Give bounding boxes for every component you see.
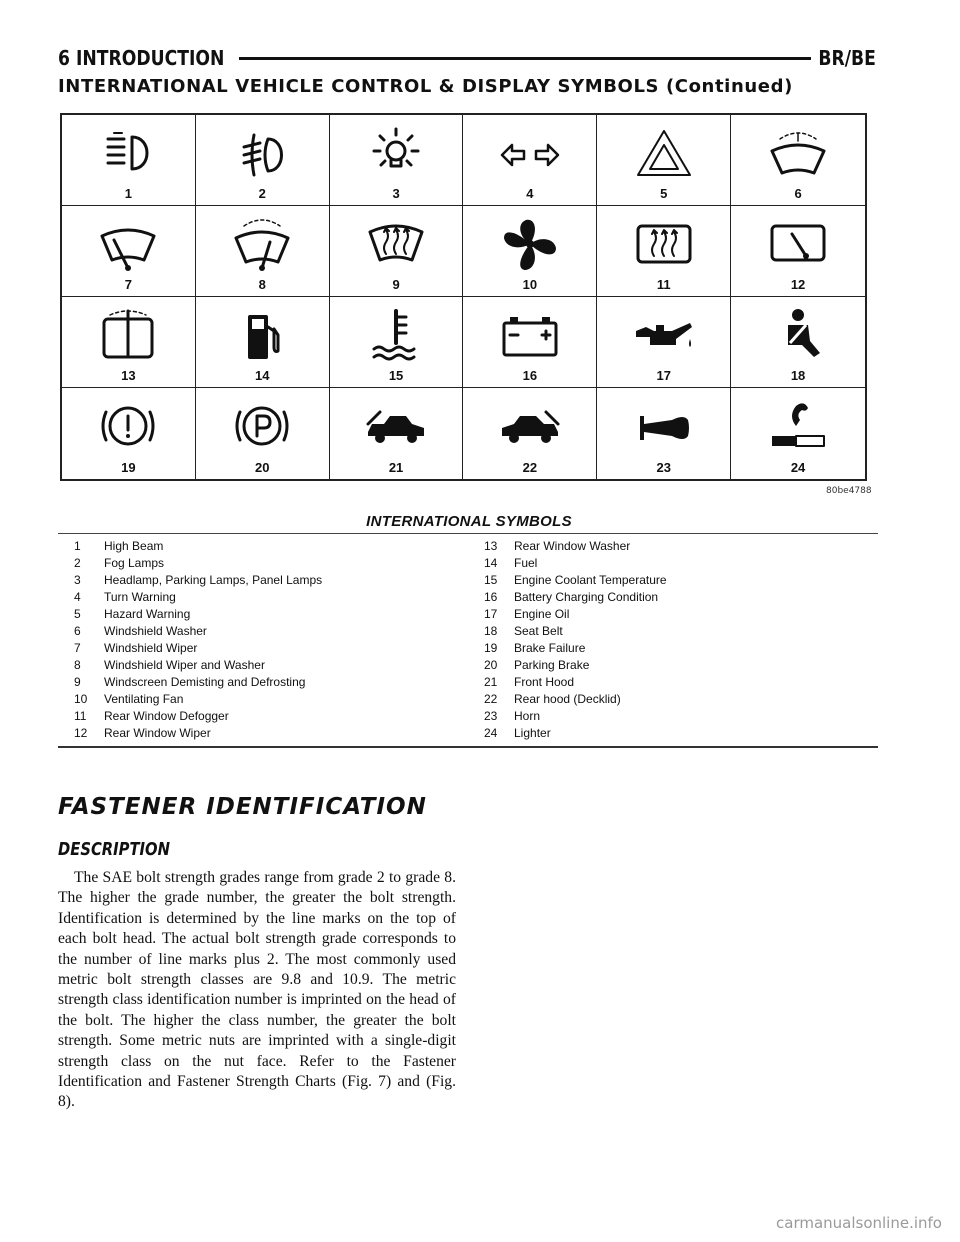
model-label: BR/BE: [818, 46, 876, 70]
legend-number: 13: [484, 539, 498, 553]
watermark: carmanualsonline.info: [776, 1214, 942, 1232]
lighter-icon: [766, 398, 830, 454]
symbol-cell: [330, 115, 464, 206]
description-paragraph: The SAE bolt strength grades range from grade 2 to grade 8. The higher the grade number, the greater the bolt strength. Identification is determined by the line marks on the top of each bolt head. The actual bolt strength grade corresponds to the number of line marks plus 2. The most commonly used metric bolt strength classes are 9.8 and 10.9. The metric strength class identification number is imprinted on the head of the bolt. The higher the class number, the greater the bolt strength. Some metric nuts are imprinted with a single-digit strength class on the nut face. Refer to the Fastener Identification and Fastener Strength Charts (Fig. 7) and (Fig. 8).: [58, 869, 456, 1111]
fog-lamp-icon: [230, 125, 294, 181]
legend-number: 14: [484, 556, 498, 570]
legend-item: [58, 589, 468, 606]
legend-number: 17: [484, 607, 498, 621]
coolant-temperature-icon: [364, 307, 428, 363]
section-title: FASTENER IDENTIFICATION: [58, 794, 427, 820]
legend-label: Front Hood: [514, 675, 575, 689]
legend-label: Rear Window Defogger: [104, 709, 229, 723]
symbol-cell: [597, 297, 731, 388]
symbol-cell: [196, 297, 330, 388]
legend-number: 16: [484, 590, 498, 604]
legend-number: 4: [74, 590, 81, 604]
symbol-cell: [62, 206, 196, 297]
legend-label: Battery Charging Condition: [514, 590, 659, 604]
symbol-cell: [731, 206, 865, 297]
symbol-cell: [731, 388, 865, 479]
fuel-icon: [230, 307, 294, 363]
symbol-cell: [330, 206, 464, 297]
symbol-cell: [597, 115, 731, 206]
horn-icon: [632, 398, 696, 454]
symbol-cell: [463, 297, 597, 388]
legend-label: Seat Belt: [514, 624, 563, 638]
symbol-cell: [597, 388, 731, 479]
symbol-cell: [196, 206, 330, 297]
legend-item: [58, 606, 468, 623]
rear-washer-icon: [96, 307, 160, 363]
symbol-grid: [60, 113, 867, 481]
symbol-cell: [62, 388, 196, 479]
legend-title: INTERNATIONAL SYMBOLS: [366, 513, 572, 530]
legend-number: 18: [484, 624, 498, 638]
legend-number: 23: [484, 709, 498, 723]
legend-number: 15: [484, 573, 498, 587]
symbol-number: 4: [526, 186, 534, 201]
page-header: [58, 44, 876, 72]
symbol-number: 23: [656, 460, 671, 475]
symbol-number: 16: [522, 368, 538, 383]
symbol-cell: [62, 115, 196, 206]
legend-item: [58, 657, 468, 674]
symbol-number: 20: [255, 460, 270, 475]
symbol-number: 12: [790, 277, 806, 292]
legend-label: Fog Lamps: [104, 556, 165, 570]
legend-label: Lighter: [514, 726, 551, 740]
page-subtitle: INTERNATIONAL VEHICLE CONTROL & DISPLAY SYMBOLS (Continued): [58, 76, 793, 97]
legend-item: [468, 725, 878, 742]
legend-divider: [58, 533, 878, 534]
legend-label: Fuel: [514, 556, 538, 570]
legend-label: Parking Brake: [514, 658, 590, 672]
ventilating-fan-icon: [498, 216, 562, 272]
battery-icon: [498, 307, 562, 363]
legend-number: 7: [74, 641, 81, 655]
symbol-number: 5: [660, 186, 668, 201]
symbol-number: 21: [388, 460, 404, 475]
legend-item: [468, 589, 878, 606]
symbol-cell: [463, 388, 597, 479]
symbol-number: 11: [656, 277, 671, 292]
symbol-number: 9: [392, 277, 400, 292]
parking-brake-icon: [230, 398, 294, 454]
symbol-cell: [330, 297, 464, 388]
symbol-cell: [731, 115, 865, 206]
section-subtitle: DESCRIPTION: [58, 839, 170, 860]
brake-failure-icon: [96, 398, 160, 454]
symbol-number: 10: [522, 277, 538, 292]
symbol-legend: [58, 538, 878, 742]
legend-number: 10: [74, 692, 88, 706]
legend-item: [58, 708, 468, 725]
legend-label: Horn: [514, 709, 541, 723]
legend-number: 21: [484, 675, 498, 689]
symbol-cell: [196, 388, 330, 479]
rear-wiper-icon: [766, 216, 830, 272]
symbol-number: 2: [258, 186, 266, 201]
legend-number: 11: [74, 709, 87, 723]
legend-label: Rear Window Washer: [514, 539, 631, 553]
symbol-number: 24: [790, 460, 806, 475]
symbol-cell: [463, 115, 597, 206]
legend-label: Turn Warning: [104, 590, 176, 604]
legend-label: Brake Failure: [514, 641, 586, 655]
symbol-number: 1: [124, 186, 133, 201]
symbol-number: 14: [255, 368, 270, 383]
legend-number: 19: [484, 641, 498, 655]
front-hood-icon: [364, 398, 428, 454]
legend-number: 9: [74, 675, 81, 689]
symbol-number: 18: [790, 368, 806, 383]
figure-id: 80be4788: [826, 486, 872, 496]
windshield-wiper-icon: [96, 216, 160, 272]
legend-item: [58, 572, 468, 589]
legend-item: [58, 691, 468, 708]
wiper-washer-icon: [230, 216, 294, 272]
header-rule: [239, 57, 811, 60]
legend-item: [468, 691, 878, 708]
symbol-number: 17: [656, 368, 671, 383]
turn-signal-icon: [498, 125, 562, 181]
legend-label: Headlamp, Parking Lamps, Panel Lamps: [104, 573, 323, 587]
legend-item: [58, 674, 468, 691]
legend-label: Windshield Washer: [104, 624, 207, 638]
legend-item: [468, 623, 878, 640]
symbol-cell: [330, 388, 464, 479]
symbol-number: 15: [388, 368, 404, 383]
hazard-warning-icon: [632, 125, 696, 181]
legend-number: 12: [74, 726, 88, 740]
high-beam-icon: [96, 125, 160, 181]
symbol-number: 3: [392, 186, 400, 201]
legend-item: [58, 640, 468, 657]
legend-number: 5: [74, 607, 81, 621]
legend-number: 20: [484, 658, 498, 672]
legend-number: 6: [74, 624, 81, 638]
windshield-washer-icon: [766, 125, 830, 181]
windscreen-defrost-icon: [364, 216, 428, 272]
legend-item: [58, 623, 468, 640]
legend-divider: [58, 746, 878, 748]
symbol-cell: [731, 297, 865, 388]
symbol-number: 19: [121, 460, 136, 475]
engine-oil-icon: [632, 307, 696, 363]
legend-item: [58, 555, 468, 572]
symbol-number: 8: [258, 277, 266, 292]
legend-label: Engine Coolant Temperature: [514, 573, 667, 587]
legend-item: [468, 572, 878, 589]
legend-label: Rear Window Wiper: [104, 726, 211, 740]
legend-label: Windshield Wiper and Washer: [104, 658, 265, 672]
legend-number: 2: [74, 556, 81, 570]
symbol-number: 13: [121, 368, 136, 383]
symbol-number: 7: [124, 277, 133, 292]
page-section-label: 6 INTRODUCTION: [58, 46, 225, 70]
symbol-number: 22: [522, 460, 538, 475]
legend-item: [468, 606, 878, 623]
symbol-cell: [62, 297, 196, 388]
symbol-cell: [463, 206, 597, 297]
legend-number: 1: [74, 539, 81, 553]
headlamp-icon: [364, 125, 428, 181]
symbol-number: 6: [794, 186, 802, 201]
legend-number: 22: [484, 692, 498, 706]
legend-label: Ventilating Fan: [104, 692, 184, 706]
symbol-cell: [196, 115, 330, 206]
symbol-cell: [597, 206, 731, 297]
legend-item: [58, 725, 468, 742]
legend-label: Windscreen Demisting and Defrosting: [104, 675, 306, 689]
legend-label: Hazard Warning: [104, 607, 191, 621]
legend-item: [468, 708, 878, 725]
legend-label: High Beam: [104, 539, 164, 553]
legend-item: [58, 538, 468, 555]
seat-belt-icon: [766, 307, 830, 363]
rear-hood-icon: [498, 398, 562, 454]
legend-item: [468, 538, 878, 555]
legend-number: 8: [74, 658, 81, 672]
legend-label: Rear hood (Decklid): [514, 692, 621, 706]
legend-number: 3: [74, 573, 81, 587]
legend-item: [468, 555, 878, 572]
legend-number: 24: [484, 726, 498, 740]
legend-item: [468, 674, 878, 691]
legend-item: [468, 657, 878, 674]
rear-defogger-icon: [632, 216, 696, 272]
legend-label: Engine Oil: [514, 607, 570, 621]
legend-label: Windshield Wiper: [104, 641, 198, 655]
legend-item: [468, 640, 878, 657]
